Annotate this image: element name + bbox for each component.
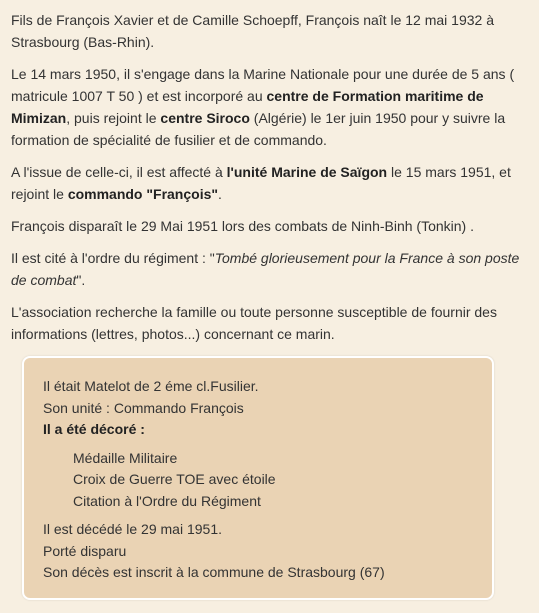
appeal-text: L'association recherche la famille ou toute personne susceptible de fournir des informations (lettres, photos...) concernant ce marin. — [11, 304, 497, 342]
enlistment-text-2: , puis rejoint le — [66, 110, 161, 126]
memorial-line: Son décès est inscrit à la commune de Strasbourg (67) — [43, 564, 385, 580]
paragraph-assignment — [11, 161, 531, 205]
disappearance-text: François disparaît le 29 Mai 1951 lors des combats de Ninh-Binh (Tonkin) . — [11, 218, 474, 234]
birth-text: Fils de François Xavier et de Camille Schoepff, François naît le 12 mai 1932 à Strasbourg (Bas-Rhin). — [11, 12, 494, 50]
summary-box — [22, 356, 494, 600]
siroco-center-name: centre Siroco — [160, 110, 250, 126]
enlistment-text: Le 14 mars 1950, il s'engage dans la Marine Nationale pour une durée de 5 ans ( matricule 1007 T 50 ) et est incorporé au — [11, 66, 515, 104]
paragraph-birth — [11, 9, 531, 53]
enlistment-text-3: (Algérie) le 1er juin 1950 pour y suivre la formation de spécialité de fusilier et de commando. — [11, 110, 506, 148]
paragraph-enlistment — [11, 63, 531, 151]
spacer — [43, 441, 492, 448]
status-line: Porté disparu — [43, 542, 127, 559]
biography-text — [11, 9, 531, 355]
assignment-text: A l'issue de celle-ci, il est affecté à — [11, 164, 227, 180]
unit-line: Son unité : Commando François — [43, 399, 244, 416]
paragraph-citation — [11, 247, 531, 291]
paragraph-disappearance — [11, 215, 531, 237]
decoration-item: Citation à l'Ordre du Régiment — [73, 492, 261, 509]
decoration-item: Médaille Militaire — [73, 449, 178, 466]
decoration-item: Croix de Guerre TOE avec étoile — [73, 471, 276, 487]
assignment-text-2: le 15 mars 1951, et rejoint le — [11, 164, 511, 202]
citation-text-2: ". — [76, 272, 86, 288]
citation-quote: Tombé glorieusement pour la France à son poste de combat — [11, 250, 520, 288]
training-center-name: centre de Formation maritime de Mimizan — [11, 88, 484, 126]
decorations-heading: Il a été décoré : — [43, 421, 145, 437]
death-line: Il est décédé le 29 mai 1951. — [43, 521, 223, 537]
spacer — [43, 512, 492, 519]
commando-name: commando "François" — [67, 186, 219, 202]
assignment-text-3: . — [218, 186, 222, 202]
saigon-unit-name: l'unité Marine de Saïgon — [226, 164, 388, 180]
citation-text: Il est cité à l'ordre du régiment : " — [11, 250, 215, 266]
paragraph-appeal — [11, 301, 531, 345]
rank-line: Il était Matelot de 2 éme cl.Fusilier. — [43, 378, 259, 394]
